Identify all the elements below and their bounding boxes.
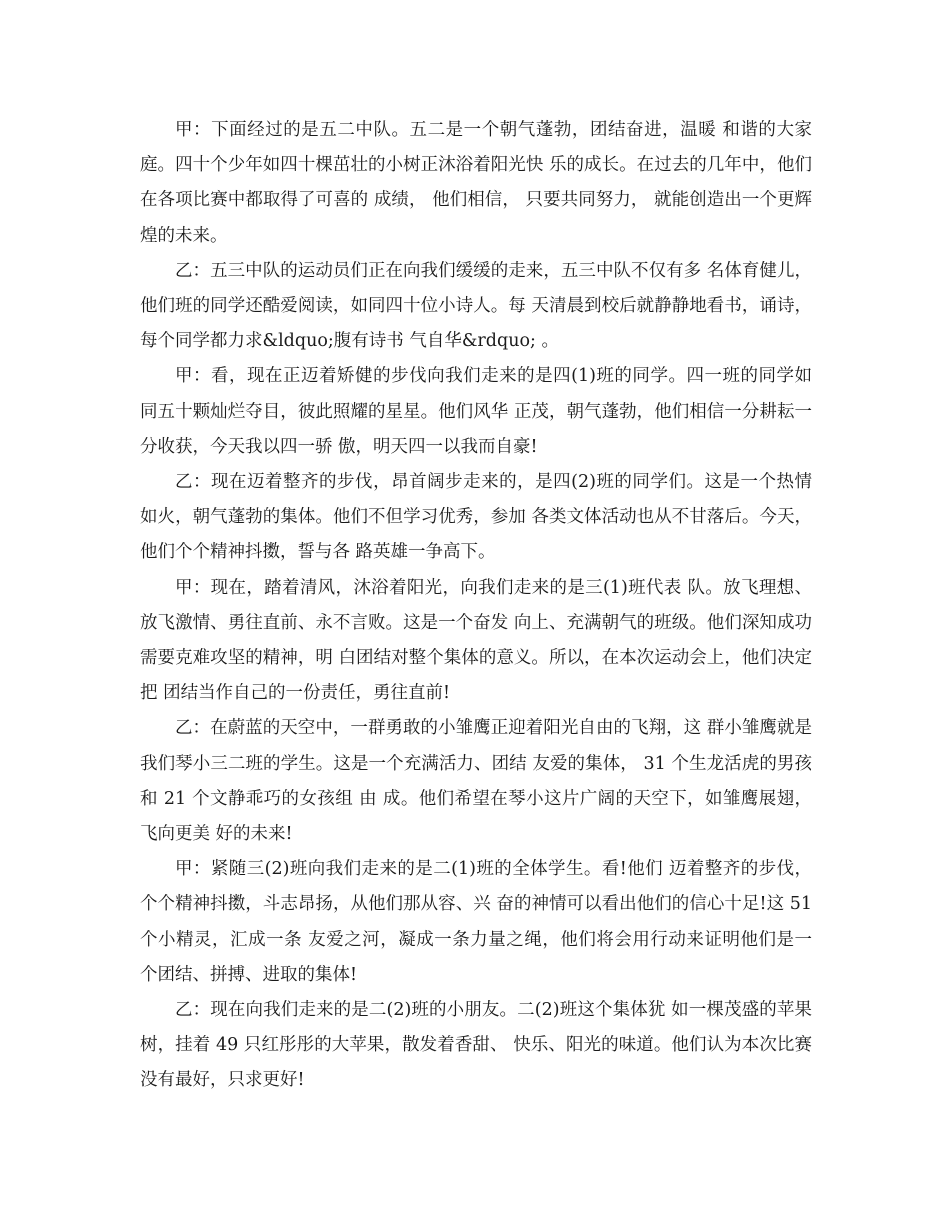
paragraph: 乙：现在向我们走来的是二(2)班的小朋友。二(2)班这个集体犹 如一棵茂盛的苹果树，挂着 49 只红彤彤的大苹果，散发着香甜、 快乐、阳光的味道。他们认为本次比赛没有最好，只求更好! — [140, 1000, 812, 1091]
paragraph: 乙：现在迈着整齐的步伐，昂首阔步走来的，是四(2)班的同学们。这是一个热情如火，朝气蓬勃的集体。他们不但学习优秀，参加 各类文体活动也从不甘落后。今天，他们个个精神抖擞，誓与各 路英雄一争高下。 — [140, 472, 812, 563]
paragraph: 乙：五三中队的运动员们正在向我们缓缓的走来，五三中队不仅有多 名体育健儿，他们班的同学还酷爱阅读，如同四十位小诗人。每 天清晨到校后就静静地看书，诵诗，每个同学都力求&ldquo;腹有诗书 气自华&rdquo; 。 — [140, 260, 812, 352]
paragraph: 甲：现在，踏着清风，沐浴着阳光，向我们走来的是三(1)班代表 队。放飞理想、放飞激情、勇往直前、永不言败。这是一个奋发 向上、充满朝气的班级。他们深知成功需要克难攻坚的精神，明 白团结对整个集体的意义。所以，在本次运动会上，他们决定把 团结当作自己的一份责任，勇往直前! — [140, 577, 812, 704]
paragraph: 乙：在蔚蓝的天空中，一群勇敢的小雏鹰正迎着阳光自由的飞翔，这 群小雏鹰就是我们琴小三二班的学生。这是一个充满活力、团结 友爱的集体， 31 个生龙活虎的男孩和 21 个文静乖巧的女孩组 由 成。他们希望在琴小这片广阔的天空下，如雏鹰展翅，飞向更美 好的未来! — [140, 718, 812, 845]
paragraph: 甲：下面经过的是五二中队。五二是一个朝气蓬勃，团结奋进，温暖 和谐的大家庭。四十个少年如四十棵茁壮的小树正沐浴着阳光快 乐的成长。在过去的几年中，他们在各项比赛中都取得了可喜的 成绩， 他们相信， 只要共同努力， 就能创造出一个更辉煌的未来。 — [140, 120, 812, 246]
document-body — [140, 113, 812, 1099]
paragraph: 甲：紧随三(2)班向我们走来的是二(1)班的全体学生。看!他们 迈着整齐的步伐，个个精神抖擞，斗志昂扬，从他们那从容、兴 奋的神情可以看出他们的信心十足!这 51 个小精灵，汇成一条 友爱之河，凝成一条力量之绳，他们将会用行动来证明他们是一 个团结、拼搏、进取的集体! — [140, 859, 812, 985]
paragraph: 甲：看，现在正迈着矫健的步伐向我们走来的是四(1)班的同学。四一班的同学如同五十颗灿烂夺目，彼此照耀的星星。他们风华 正茂，朝气蓬勃，他们相信一分耕耘一分收获，今天我以四一骄 傲，明天四一以我而自豪! — [140, 366, 812, 457]
